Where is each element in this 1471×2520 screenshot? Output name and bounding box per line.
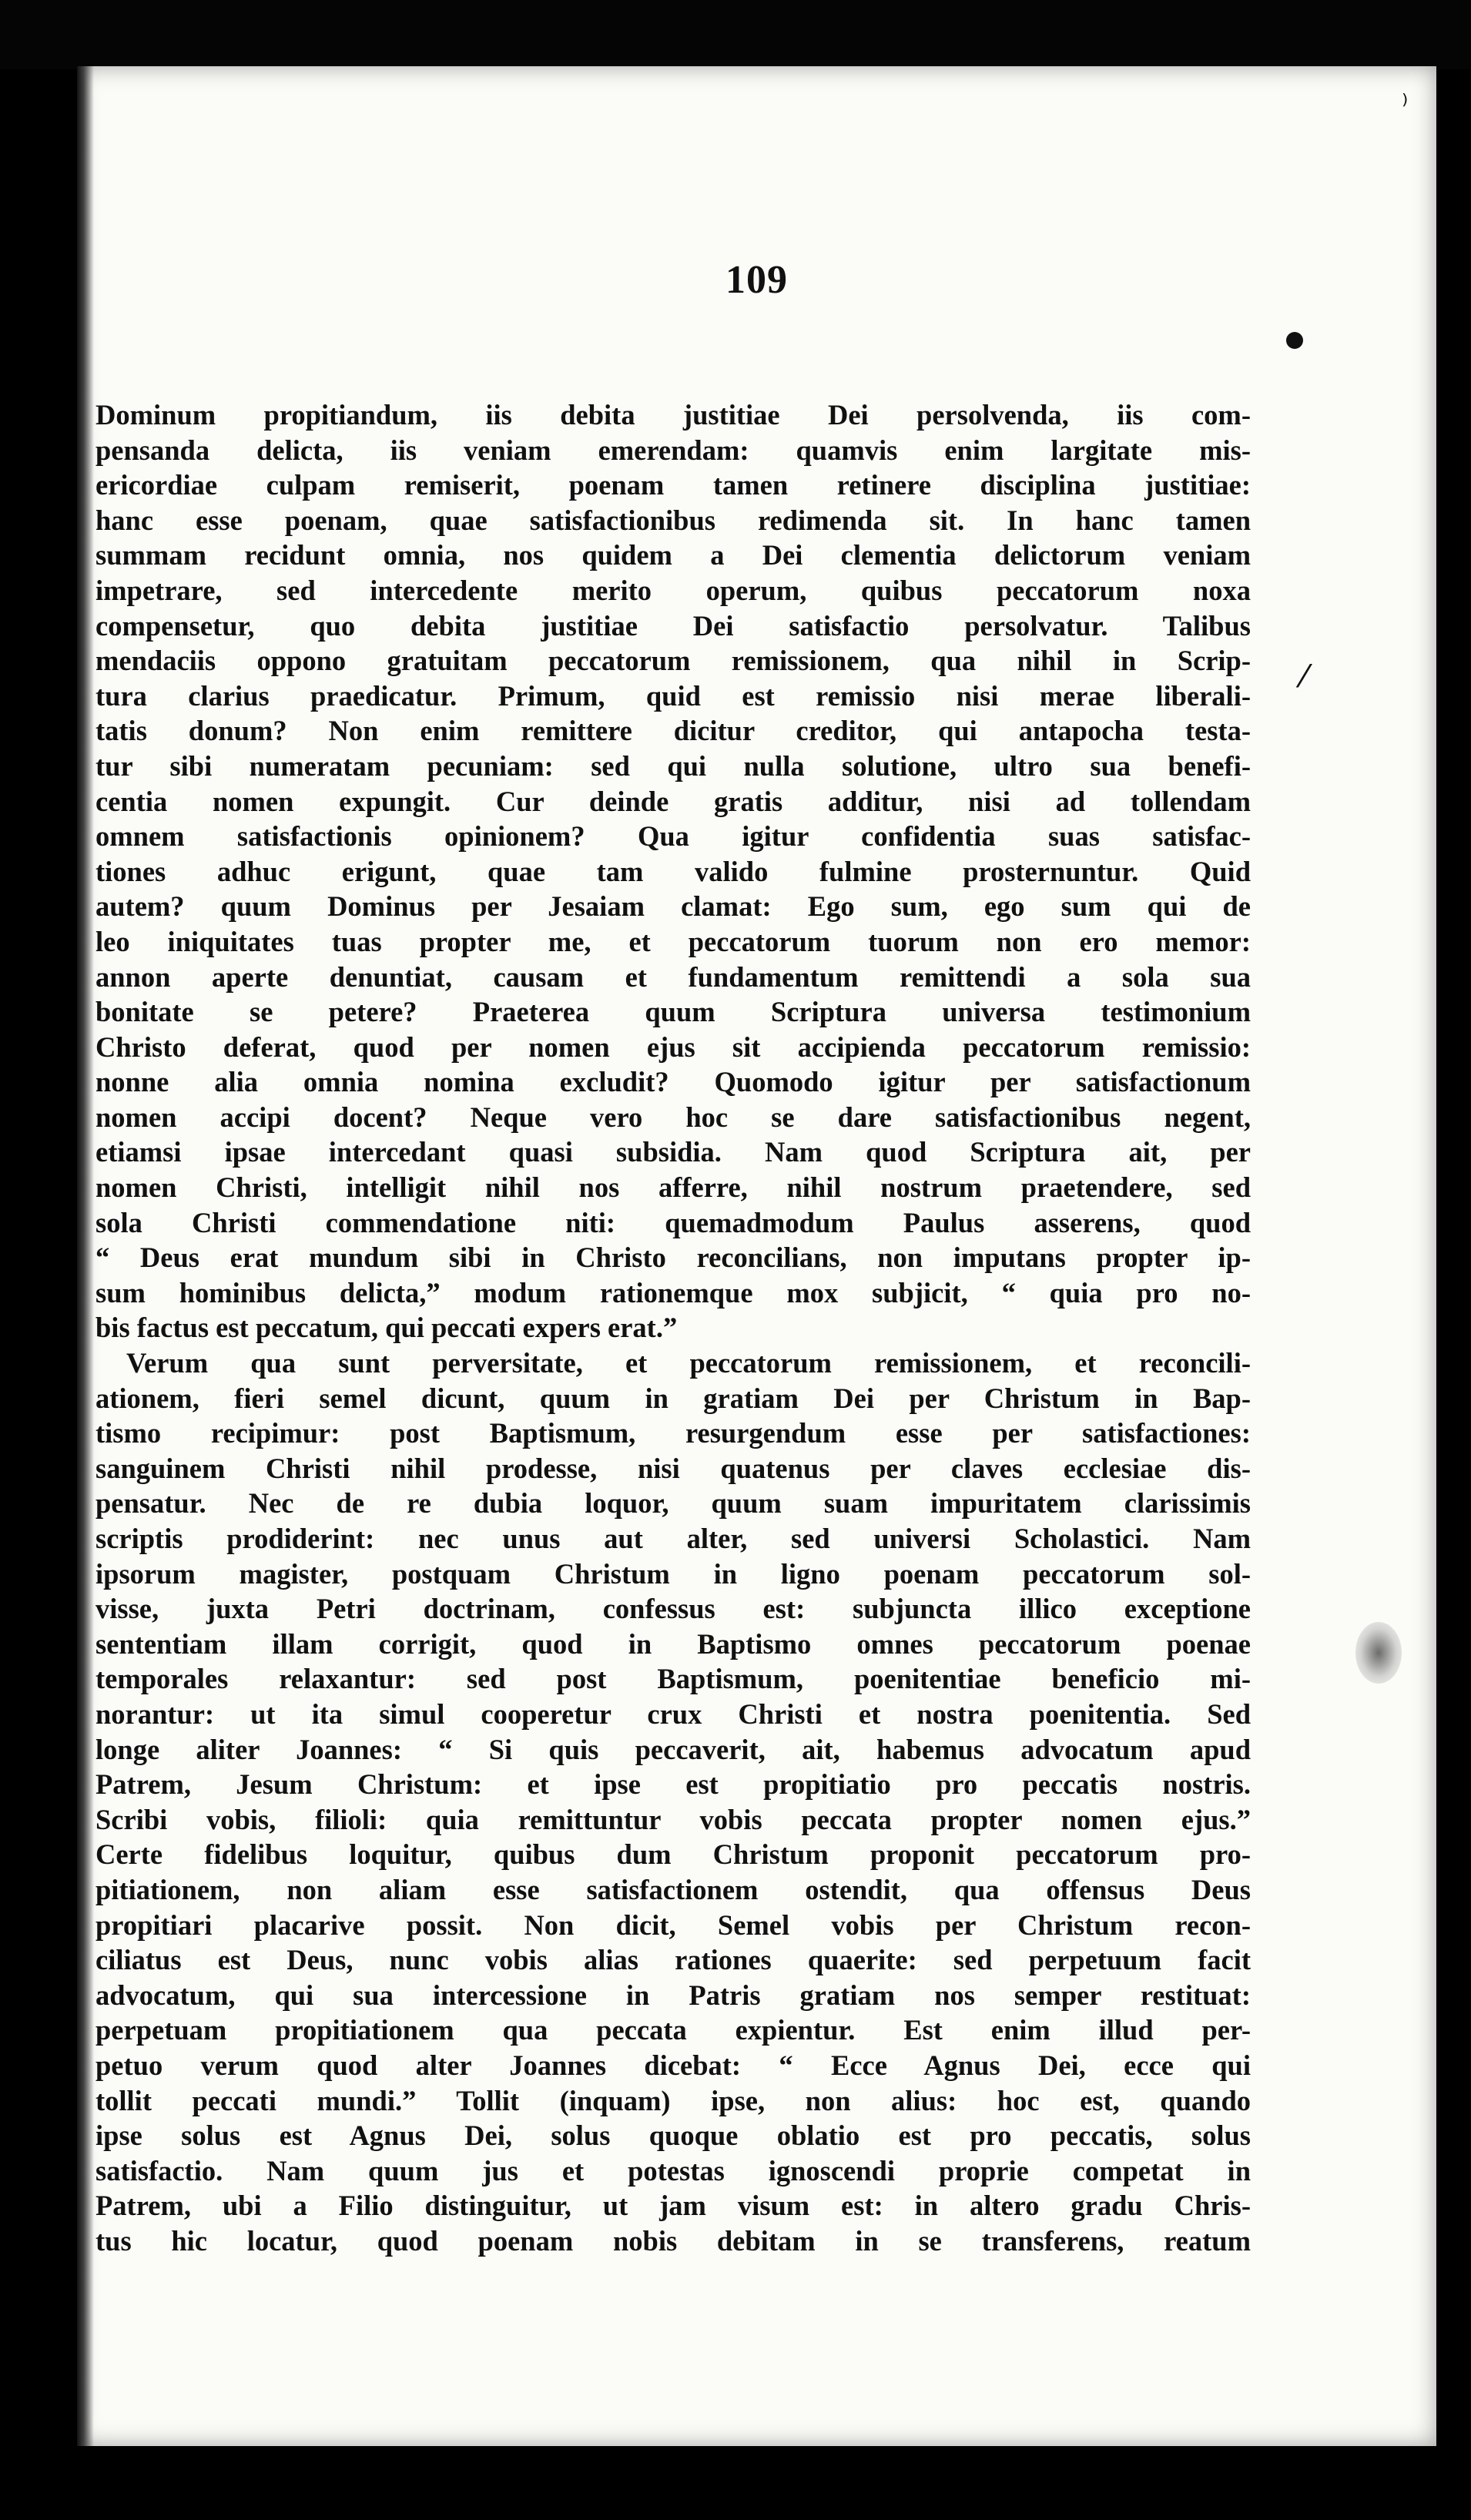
text-line: norantur: ut ita simul cooperetur crux Christi et nostra poenitentia. Sed	[95, 1697, 1251, 1730]
text-line: compensetur, quo debita justitiae Dei satisfactio persolvatur. Talibus	[95, 609, 1251, 642]
text-line: temporales relaxantur: sed post Baptismum, poenitentiae beneficio mi-	[95, 1663, 1251, 1695]
text-line: petuo verum quod alter Joannes dicebat: “ Ecce Agnus Dei, ecce qui	[95, 2049, 1251, 2081]
text-line: nomen Christi, intelligit nihil nos afferre, nihil nostrum praetendere, sed	[95, 1171, 1251, 1204]
text-line: hanc esse poenam, quae satisfactionibus redimenda sit. In hanc tamen	[95, 504, 1251, 536]
text-line: bonitate se petere? Praeterea quum Scriptura universa testimonium	[95, 996, 1251, 1028]
page-number: 109	[725, 258, 788, 302]
text-line: leo iniquitates tuas propter me, et peccatorum tuorum non ero memor:	[95, 925, 1251, 957]
text-line: pitiationem, non aliam esse satisfactionem ostendit, qua offensus Deus	[95, 1873, 1251, 1905]
text-line: sum hominibus delicta,” modum rationemque mox subjicit, “ quia pro no-	[95, 1276, 1251, 1309]
ink-speck	[1286, 332, 1303, 349]
text-line: satisfactio. Nam quum jus et potestas ignoscendi proprie competat in	[95, 2154, 1251, 2187]
text-line: advocatum, qui sua intercessione in Patris gratiam nos semper restituat:	[95, 1979, 1251, 2011]
text-line: tiones adhuc erigunt, quae tam valido fulmine prosternuntur. Quid	[95, 855, 1251, 887]
text-line: nonne alia omnia nomina excludit? Quomodo igitur per satisfactionum	[95, 1066, 1251, 1098]
text-line: Patrem, Jesum Christum: et ipse est propitiatio pro peccatis nostris.	[95, 1768, 1251, 1801]
text-line: ationem, fieri semel dicunt, quum in gratiam Dei per Christum in Bap-	[95, 1382, 1251, 1414]
text-line: tollit peccati mundi.” Tollit (inquam) ipse, non alius: hoc est, quando	[95, 2084, 1251, 2116]
binding-shadow	[77, 66, 94, 2446]
text-line: Dominum propitiandum, iis debita justitiae Dei persolvenda, iis com-	[95, 399, 1251, 431]
text-line: nomen accipi docent? Neque vero hoc se dare satisfactionibus negent,	[95, 1101, 1251, 1133]
text-line: pensanda delicta, iis veniam emerendam: quamvis enim largitate mis-	[95, 434, 1251, 466]
ink-blot	[1355, 1622, 1402, 1684]
text-line: autem? quum Dominus per Jesaiam clamat: Ego sum, ego sum qui de	[95, 890, 1251, 923]
scan-border	[0, 0, 1471, 69]
text-line: annon aperte denuntiat, causam et fundamentum remittendi a sola sua	[95, 960, 1251, 993]
text-line: Certe fidelibus loquitur, quibus dum Christum proponit peccatorum pro-	[95, 1838, 1251, 1871]
text-line: sanguinem Christi nihil prodesse, nisi quatenus per claves ecclesiae dis-	[95, 1452, 1251, 1484]
text-line: ciliatus est Deus, nunc vobis alias rationes quaerite: sed perpetuum facit	[95, 1944, 1251, 1976]
text-line: perpetuam propitiationem qua peccata expientur. Est enim illud per-	[95, 2014, 1251, 2046]
text-line: longe aliter Joannes: “ Si quis peccaverit, ait, habemus advocatum apud	[95, 1733, 1251, 1765]
text-line: propitiari placarive possit. Non dicit, Semel vobis per Christum recon-	[95, 1908, 1251, 1941]
text-line: centia nomen expungit. Cur deinde gratis additur, nisi ad tollendam	[95, 785, 1251, 817]
text-line: Christo deferat, quod per nomen ejus sit accipienda peccatorum remissio:	[95, 1030, 1251, 1063]
text-line: sententiam illam corrigit, quod in Baptismo omnes peccatorum poenae	[95, 1627, 1251, 1660]
text-line: sola Christi commendatione niti: quemadmodum Paulus asserens, quod	[95, 1206, 1251, 1238]
text-line: tura clarius praedicatur. Primum, quid est remissio nisi merae liberali-	[95, 679, 1251, 712]
body-text	[95, 397, 1251, 2258]
text-line: Verum qua sunt perversitate, et peccatorum remissionem, et reconcili-	[126, 1347, 1251, 1379]
book-page	[77, 66, 1436, 2446]
text-line: tatis donum? Non enim remittere dicitur creditor, qui antapocha testa-	[95, 715, 1251, 747]
text-line: etiamsi ipsae intercedant quasi subsidia. Nam quod Scriptura ait, per	[95, 1136, 1251, 1168]
text-line: tismo recipimur: post Baptismum, resurgendum esse per satisfactiones:	[95, 1417, 1251, 1449]
text-line: pensatur. Nec de re dubia loquor, quum suam impuritatem clarissimis	[95, 1487, 1251, 1520]
text-line: tur sibi numeratam pecuniam: sed qui nulla solutione, ultro sua benefi-	[95, 749, 1251, 782]
text-line: mendaciis oppono gratuitam peccatorum remissionem, qua nihil in Scrip-	[95, 645, 1251, 677]
margin-mark: ⁾	[1402, 89, 1409, 120]
text-line: ericordiae culpam remiserit, poenam tamen retinere disciplina justitiae:	[95, 469, 1251, 501]
text-line: ipse solus est Agnus Dei, solus quoque oblatio est pro peccatis, solus	[95, 2120, 1251, 2152]
text-line: ipsorum magister, postquam Christum in ligno poenam peccatorum sol-	[95, 1557, 1251, 1590]
margin-mark: ⁄	[1302, 659, 1307, 695]
text-line: tus hic locatur, quod poenam nobis debitam in se transferens, reatum	[95, 2224, 1251, 2257]
text-line: scriptis prodiderint: nec unus aut alter, sed universi Scholastici. Nam	[95, 1523, 1251, 1554]
text-line: “ Deus erat mundum sibi in Christo reconcilians, non imputans propter ip-	[95, 1242, 1251, 1274]
text-line: visse, juxta Petri doctrinam, confessus est: subjuncta illico exceptione	[95, 1593, 1251, 1625]
text-line: summam recidunt omnia, nos quidem a Dei clementia delictorum veniam	[95, 539, 1251, 571]
text-line: Scribi vobis, filioli: quia remittuntur vobis peccata propter nomen ejus.”	[95, 1803, 1251, 1835]
text-line: bis factus est peccatum, qui peccati expers erat.”	[95, 1312, 678, 1344]
text-line: omnem satisfactionis opinionem? Qua igitur confidentia suas satisfac-	[95, 820, 1251, 853]
text-line: impetrare, sed intercedente merito operum, quibus peccatorum noxa	[95, 574, 1251, 606]
text-line: Patrem, ubi a Filio distinguitur, ut jam visum est: in altero gradu Chris-	[95, 2190, 1251, 2222]
